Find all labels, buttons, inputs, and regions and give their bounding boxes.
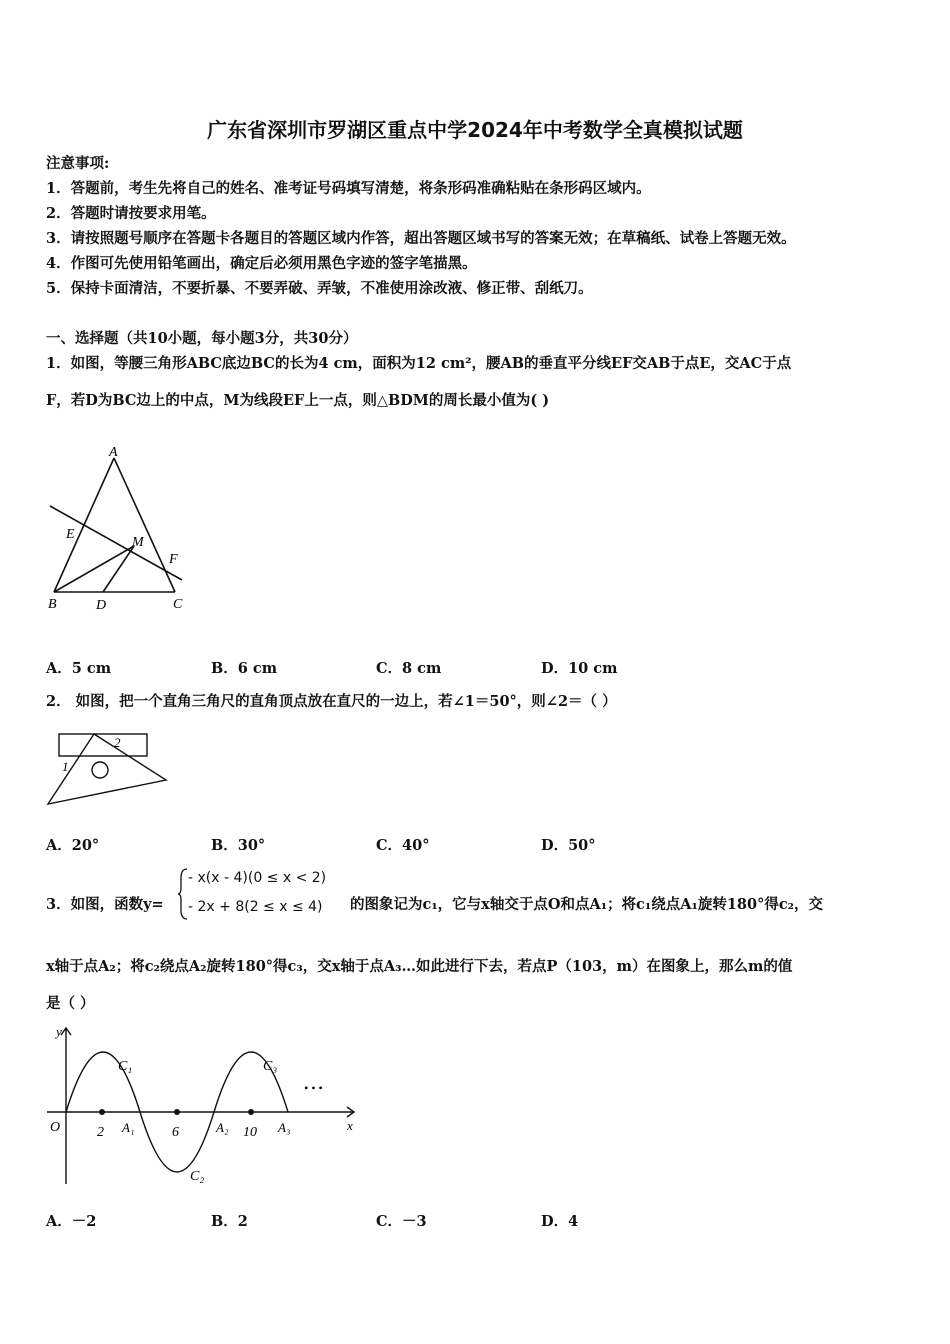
notice-item: 1．答题前，考生先将自己的姓名、准考证号码填写清楚，将条形码准确粘贴在条形码区域内。: [46, 180, 651, 197]
label-d: D: [96, 598, 107, 613]
label-a: A: [109, 445, 118, 460]
q3-text-line2: x轴于点A₂；将c₂绕点A₂旋转180°得c₃，交x轴于点A₃…如此进行下去，若点P（103，m）在图象上，那么m的值: [46, 958, 793, 975]
q1-text-line2: F，若D为BC边上的中点，M为线段EF上一点，则△BDM的周长最小值为( ): [46, 392, 550, 409]
tick-dot-2: [99, 1109, 105, 1115]
q3-option-a[interactable]: A．－2: [46, 1213, 97, 1230]
origin-label: O: [50, 1120, 61, 1135]
tick-label: 6: [172, 1125, 179, 1140]
label-b: B: [48, 597, 57, 612]
notice-item: 3．请按照题号顺序在答题卡各题目的答题区域内作答，超出答题区域书写的答案无效；在草稿纸、试卷上答题无效。: [46, 230, 796, 247]
q1-option-b[interactable]: B．6 cm: [211, 660, 278, 677]
q1-triangle-figure: [40, 442, 200, 618]
label-f: F: [169, 552, 178, 567]
q1-option-c[interactable]: C．8 cm: [376, 660, 442, 677]
q2-option-b[interactable]: B．30°: [211, 837, 266, 854]
segment-bm: [54, 546, 134, 592]
segment-dm: [103, 546, 134, 592]
curve-label-c2: C₂: [190, 1169, 205, 1184]
continuation-dots: • • •: [304, 1081, 323, 1095]
q2-text: 2． 如图，把一个直角三角尺的直角顶点放在直尺的一边上，若∠1＝50°，则∠2＝（ ）: [46, 693, 617, 710]
q2-option-a[interactable]: A．20°: [46, 837, 100, 854]
tick-dot-10: [248, 1109, 254, 1115]
notice-heading: 注意事项:: [46, 155, 110, 172]
q1-option-a[interactable]: A．5 cm: [46, 660, 112, 677]
notice-item: 4．作图可先使用铅笔画出，确定后必须用黑色字迹的签字笔描黑。: [46, 255, 477, 272]
q3-option-b[interactable]: B．2: [211, 1213, 248, 1230]
q2-option-c[interactable]: C．40°: [376, 837, 430, 854]
label-m: M: [132, 535, 144, 550]
label-c: C: [173, 597, 183, 612]
point-a1: A₁: [122, 1120, 135, 1135]
angle-2-label: 2: [114, 735, 121, 750]
tick-label: 2: [97, 1125, 104, 1140]
y-label: y: [56, 1024, 62, 1039]
point-a2: A₂: [216, 1120, 229, 1135]
point-a3: A₃: [278, 1120, 291, 1135]
q3-text-line1: 的图象记为c₁，它与x轴交于点O和点A₁；将c₁绕点A₁旋转180°得c₂，交: [350, 896, 824, 913]
curve-label-c1: C₁: [118, 1059, 133, 1074]
curve-label-c3: C₃: [263, 1059, 278, 1074]
q2-option-d[interactable]: D．50°: [541, 837, 596, 854]
q3-option-d[interactable]: D．4: [541, 1213, 579, 1230]
section-heading: 一、选择题（共10小题，每小题3分，共30分）: [46, 330, 358, 347]
side-ac: [114, 458, 175, 592]
q2-ruler-figure: [42, 728, 172, 808]
q1-option-d[interactable]: D．10 cm: [541, 660, 618, 677]
bisector-ef: [50, 506, 182, 580]
tick-dot-6: [174, 1109, 180, 1115]
ruler: [59, 734, 147, 756]
angle-1-label: 1: [62, 759, 69, 774]
curve-c2: [140, 1112, 214, 1172]
tick-label: 10: [243, 1125, 257, 1140]
x-label: x: [347, 1118, 353, 1133]
piecewise-case-1: - x(x - 4)(0 ≤ x < 2): [188, 870, 327, 886]
notice-item: 2．答题时请按要求用笔。: [46, 205, 216, 222]
q3-text-line3: 是（ ）: [46, 995, 95, 1012]
notice-item: 5．保持卡面清洁，不要折暴、不要弄破、弄皱，不准使用涂改液、修正带、刮纸刀。: [46, 280, 593, 297]
q1-text-line1: 1．如图，等腰三角形ABC底边BC的长为4 cm，面积为12 cm²，腰AB的垂直平分线EF交AB于点E，交AC于点: [46, 355, 792, 372]
page-title: 广东省深圳市罗湖区重点中学2024年中考数学全真模拟试题: [207, 118, 743, 142]
q3-graph-figure: [42, 1022, 367, 1192]
piecewise-case-2: - 2x + 8(2 ≤ x ≤ 4): [188, 899, 323, 915]
q3-prefix: 3．如图，函数y=: [46, 896, 164, 913]
set-square-hole: [92, 762, 108, 778]
label-e: E: [66, 527, 75, 542]
q3-option-c[interactable]: C．－3: [376, 1213, 427, 1230]
